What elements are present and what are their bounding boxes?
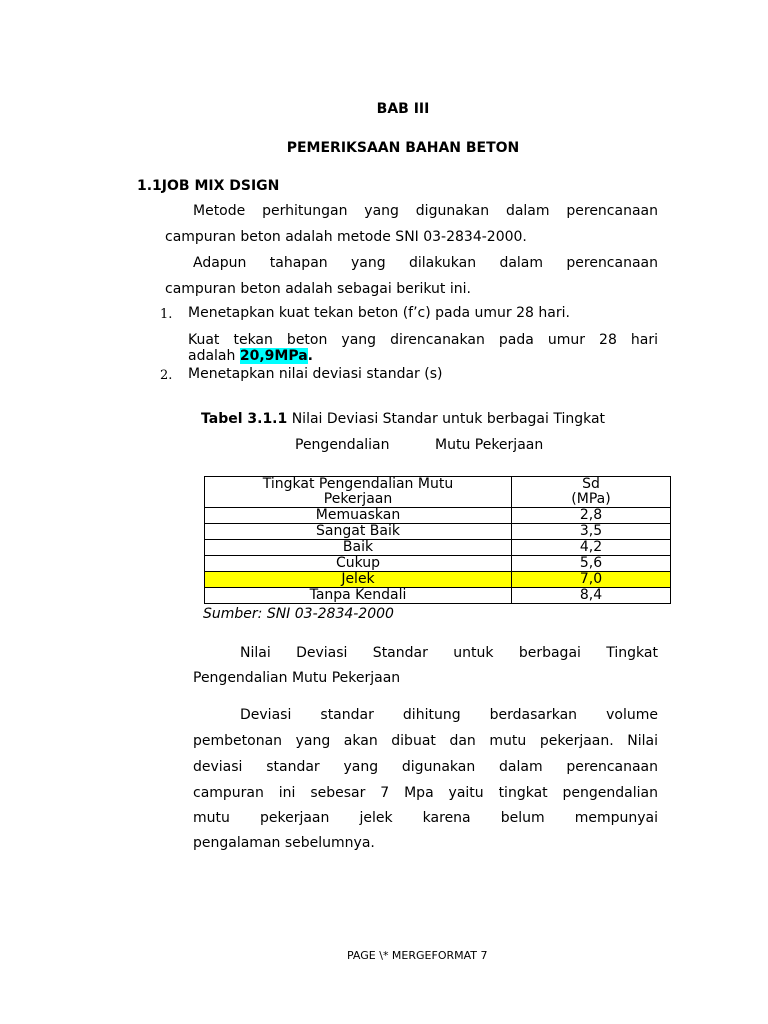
- table-header-row: [205, 477, 671, 508]
- para2-line2: campuran beton adalah sebagai berikut ini.: [165, 281, 471, 297]
- para4-line1: Deviasi standar dihitung berdasarkan volume: [240, 707, 658, 723]
- table-cell-sd: 4,2: [512, 540, 671, 556]
- table-header-level-line2: Pekerjaan: [323, 491, 393, 507]
- strength-value: 20,9MPa: [239, 348, 308, 364]
- table-caption-line2b: Mutu Pekerjaan: [435, 437, 544, 453]
- table-header-level-line1: Tingkat Pengendalian Mutu: [262, 476, 454, 492]
- para4-line6: pengalaman sebelumnya.: [193, 835, 375, 851]
- para1-line1: Metode perhitungan yang digunakan dalam perencanaan: [193, 203, 658, 219]
- table-cell-sd: 7,0: [512, 572, 671, 588]
- table-cell-sd: 3,5: [512, 524, 671, 540]
- para4-line4: campuran ini sebesar 7 Mpa yaitu tingkat pengendalian: [193, 785, 658, 801]
- para4-line2: pembetonan yang akan dibuat dan mutu pekerjaan. Nilai: [193, 733, 658, 749]
- step1-detail-line1: Kuat tekan beton yang direncanakan pada umur 28 hari: [188, 332, 658, 348]
- para1-line2: campuran beton adalah metode SNI 03-2834-2000.: [165, 229, 527, 245]
- step-number: 1.: [160, 307, 173, 322]
- table-cell-sd: 5,6: [512, 556, 671, 572]
- step1-detail-line2: [188, 348, 313, 364]
- table-caption-text: Nilai Deviasi Standar untuk berbagai Tingkat: [287, 411, 606, 427]
- table-header-sd: [512, 477, 671, 508]
- page-footer: PAGE \* MERGEFORMAT 7: [347, 949, 488, 962]
- step-text: Menetapkan nilai deviasi standar (s): [188, 366, 443, 382]
- step-number: 2.: [160, 368, 173, 383]
- table-row: [205, 508, 671, 524]
- table-cell-level: Tanpa Kendali: [205, 588, 512, 604]
- para3-line2: Pengendalian Mutu Pekerjaan: [193, 670, 401, 686]
- section-heading: 1.1JOB MIX DSIGN: [137, 178, 280, 194]
- step1-detail-suffix: .: [307, 348, 313, 364]
- chapter-title: PEMERIKSAAN BAHAN BETON: [286, 140, 520, 156]
- para3-line1: Nilai Deviasi Standar untuk berbagai Tingkat: [240, 645, 658, 661]
- table-row: [205, 540, 671, 556]
- table-caption: [201, 411, 605, 427]
- table-header-sd-line2: (MPa): [571, 491, 611, 507]
- table-row: [205, 588, 671, 604]
- table-source: Sumber: SNI 03-2834-2000: [203, 606, 394, 622]
- deviation-table: [204, 476, 671, 604]
- table-cell-sd: 2,8: [512, 508, 671, 524]
- table-row: [205, 524, 671, 540]
- para4-line5: mutu pekerjaan jelek karena belum mempunyai: [193, 810, 658, 826]
- table-header-sd-line1: Sd: [582, 476, 600, 492]
- step1-detail-prefix: adalah: [188, 348, 240, 364]
- table-row-highlighted: [205, 572, 671, 588]
- table-cell-level: Memuaskan: [205, 508, 512, 524]
- para2-line1: Adapun tahapan yang dilakukan dalam perencanaan: [193, 255, 658, 271]
- table-cell-level: Sangat Baik: [205, 524, 512, 540]
- table-cell-sd: 8,4: [512, 588, 671, 604]
- table-cell-level: Jelek: [205, 572, 512, 588]
- table-cell-level: Cukup: [205, 556, 512, 572]
- table-row: [205, 556, 671, 572]
- table-caption-line2a: Pengendalian: [295, 437, 390, 453]
- table-caption-label: Tabel 3.1.1: [201, 411, 288, 427]
- para4-line3: deviasi standar yang digunakan dalam perencanaan: [193, 759, 658, 775]
- chapter-heading: BAB III: [376, 101, 430, 117]
- table-cell-level: Baik: [205, 540, 512, 556]
- table-header-level: [205, 477, 512, 508]
- step-text: Menetapkan kuat tekan beton (f’c) pada umur 28 hari.: [188, 305, 570, 321]
